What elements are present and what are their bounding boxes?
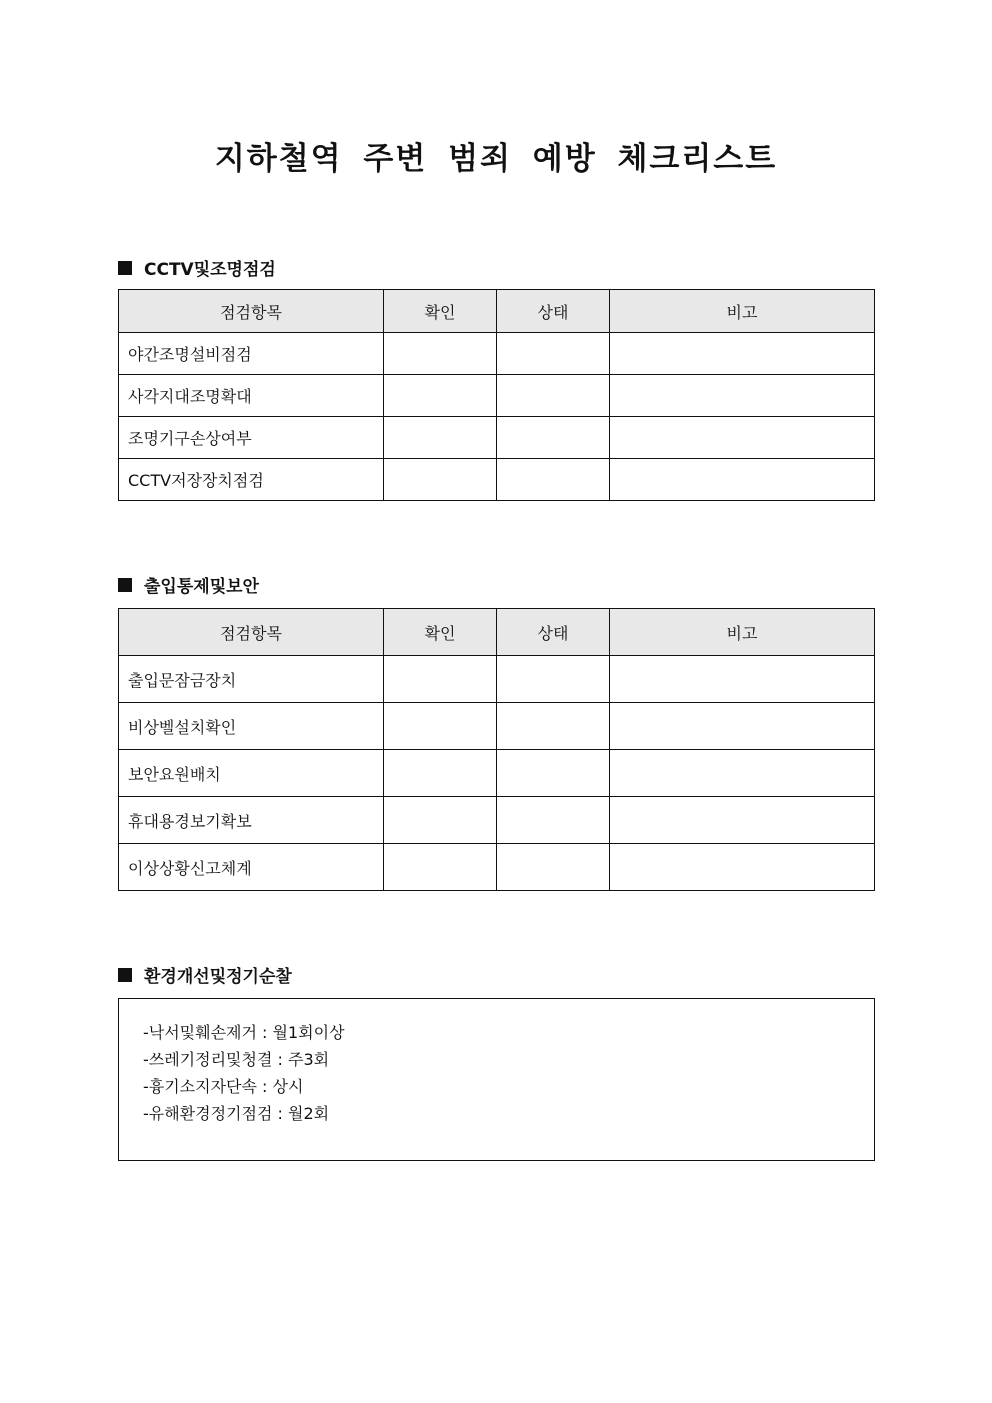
table-row bbox=[119, 417, 875, 459]
section-heading-label: 출입통제및보안 bbox=[144, 577, 259, 597]
confirm-cell[interactable] bbox=[384, 797, 497, 844]
header-note: 비고 bbox=[610, 290, 875, 333]
item-cell: 출입문잠금장치 bbox=[119, 656, 384, 703]
confirm-cell[interactable] bbox=[384, 750, 497, 797]
table-row bbox=[119, 797, 875, 844]
header-item: 점검항목 bbox=[119, 609, 384, 656]
table-header-row bbox=[119, 609, 875, 656]
section-heading-label: 환경개선및정기순찰 bbox=[144, 967, 292, 987]
table-row bbox=[119, 750, 875, 797]
item-cell: 비상벨설치확인 bbox=[119, 703, 384, 750]
note-cell[interactable] bbox=[610, 844, 875, 891]
header-item: 점검항목 bbox=[119, 290, 384, 333]
note-cell[interactable] bbox=[610, 333, 875, 375]
confirm-cell[interactable] bbox=[384, 333, 497, 375]
note-cell[interactable] bbox=[610, 703, 875, 750]
table-row bbox=[119, 459, 875, 501]
note-item: -흉기소지자단속 : 상시 bbox=[143, 1077, 304, 1096]
section-heading-environment-patrol bbox=[118, 962, 292, 987]
section-heading-access-security bbox=[118, 572, 259, 597]
table-row bbox=[119, 844, 875, 891]
header-confirm: 확인 bbox=[384, 609, 497, 656]
status-cell[interactable] bbox=[497, 459, 610, 501]
item-cell: 야간조명설비점검 bbox=[119, 333, 384, 375]
item-cell: 사각지대조명확대 bbox=[119, 375, 384, 417]
header-note: 비고 bbox=[610, 609, 875, 656]
note-item: -쓰레기정리및청결 : 주3회 bbox=[143, 1050, 330, 1069]
item-cell: 이상상황신고체계 bbox=[119, 844, 384, 891]
status-cell[interactable] bbox=[497, 844, 610, 891]
status-cell[interactable] bbox=[497, 417, 610, 459]
table-row bbox=[119, 333, 875, 375]
status-cell[interactable] bbox=[497, 797, 610, 844]
section-heading-cctv-lighting bbox=[118, 255, 276, 280]
access-security-checklist-table bbox=[118, 608, 875, 891]
table-row bbox=[119, 703, 875, 750]
square-bullet-icon bbox=[118, 578, 132, 592]
status-cell[interactable] bbox=[497, 333, 610, 375]
item-cell: 조명기구손상여부 bbox=[119, 417, 384, 459]
document-title: 지하철역 주변 범죄 예방 체크리스트 bbox=[214, 141, 778, 177]
confirm-cell[interactable] bbox=[384, 656, 497, 703]
item-cell: 휴대용경보기확보 bbox=[119, 797, 384, 844]
cctv-lighting-checklist-table bbox=[118, 289, 875, 501]
note-cell[interactable] bbox=[610, 459, 875, 501]
notes-list bbox=[119, 999, 874, 1127]
confirm-cell[interactable] bbox=[384, 417, 497, 459]
status-cell[interactable] bbox=[497, 656, 610, 703]
status-cell[interactable] bbox=[497, 750, 610, 797]
status-cell[interactable] bbox=[497, 375, 610, 417]
confirm-cell[interactable] bbox=[384, 375, 497, 417]
item-cell: 보안요원배치 bbox=[119, 750, 384, 797]
environment-patrol-notes-box bbox=[118, 998, 875, 1161]
table-row bbox=[119, 375, 875, 417]
note-cell[interactable] bbox=[610, 417, 875, 459]
confirm-cell[interactable] bbox=[384, 703, 497, 750]
item-cell: CCTV저장장치점검 bbox=[119, 459, 384, 501]
header-status: 상태 bbox=[497, 290, 610, 333]
table-row bbox=[119, 656, 875, 703]
header-status: 상태 bbox=[497, 609, 610, 656]
note-cell[interactable] bbox=[610, 375, 875, 417]
header-confirm: 확인 bbox=[384, 290, 497, 333]
note-cell[interactable] bbox=[610, 797, 875, 844]
status-cell[interactable] bbox=[497, 703, 610, 750]
note-cell[interactable] bbox=[610, 656, 875, 703]
note-item: -유해환경정기점검 : 월2회 bbox=[143, 1104, 330, 1123]
confirm-cell[interactable] bbox=[384, 844, 497, 891]
square-bullet-icon bbox=[118, 261, 132, 275]
confirm-cell[interactable] bbox=[384, 459, 497, 501]
note-item: -낙서및훼손제거 : 월1회이상 bbox=[143, 1023, 345, 1042]
square-bullet-icon bbox=[118, 968, 132, 982]
section-heading-label: CCTV및조명점검 bbox=[144, 260, 276, 280]
table-header-row bbox=[119, 290, 875, 333]
note-cell[interactable] bbox=[610, 750, 875, 797]
